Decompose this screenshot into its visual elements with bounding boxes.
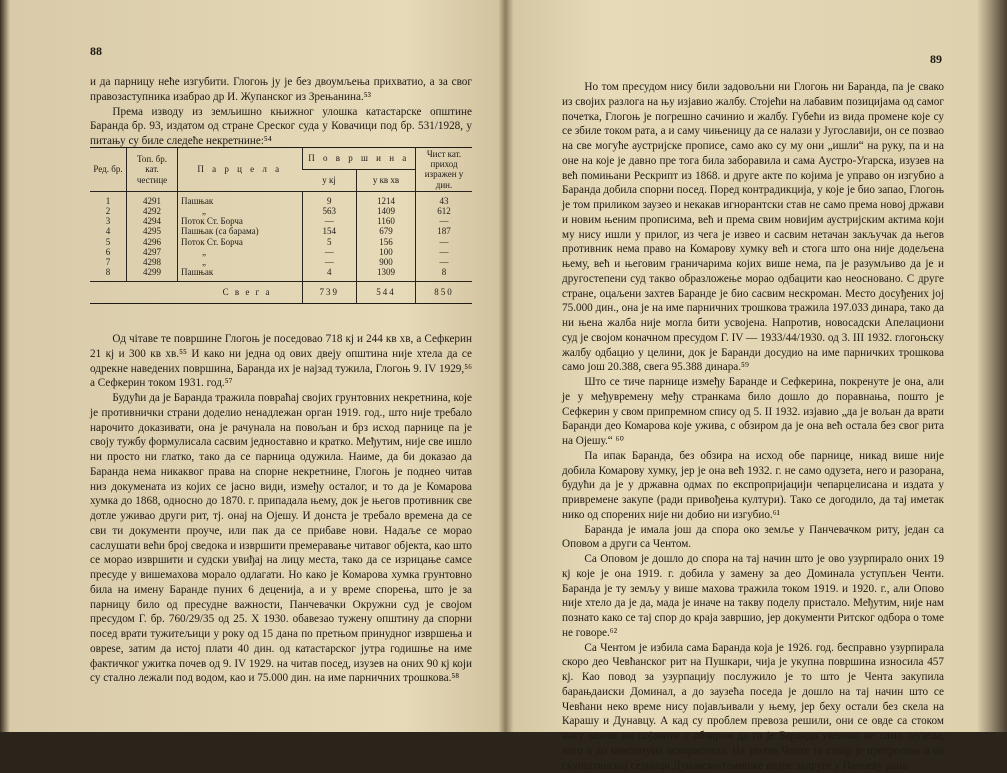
cell-kj: 4: [302, 267, 357, 282]
intro-paragraph-1: и да парницу неће изгубити. Глогоњ ју је без двоумљења прихватио, а за свог правозаступника изабрао др И. Жупанског из Зрењанина.⁵³: [90, 75, 472, 105]
table-row: [90, 216, 472, 226]
cell-top: 4295: [127, 226, 178, 236]
cell-kvhv: 1214: [357, 191, 416, 206]
header-red-br: Ред. бр.: [90, 148, 127, 192]
cell-parcela: Пашњак: [178, 191, 303, 206]
parcel-table: [90, 147, 472, 304]
total-kvhv: 544: [357, 282, 416, 303]
cell-red: 4: [90, 226, 127, 236]
table-row: [90, 267, 472, 282]
cell-kj: —: [302, 257, 357, 267]
cell-red: 2: [90, 206, 127, 216]
cell-prihod: 612: [416, 206, 473, 216]
cell-red: 5: [90, 237, 127, 247]
total-prihod: 850: [416, 282, 473, 303]
left-page: [10, 0, 500, 732]
table-row: [90, 206, 472, 216]
cell-prihod: 187: [416, 226, 473, 236]
header-u-kv-hv: у кв хв: [357, 169, 416, 191]
cell-top: 4297: [127, 247, 178, 257]
cell-kvhv: 1309: [357, 267, 416, 282]
header-cist-prihod: Чист кат. приход изражен у дин.: [416, 148, 473, 192]
cell-red: 3: [90, 216, 127, 226]
cell-parcela: Поток Ст. Борча: [178, 237, 303, 247]
right-paragraph-1: Но том пресудом нису били задовољни ни Глогоњ ни Баранда, па је свако из својих разлога на њу изјавио жалбу. Стојећи на лабавим позицијама од самог почетка, Глогоњ је погрешно сачинио и жалбу. Губећи из вида промене које су се збиле током рата, а и саму чињеницу да се налази у Југославији, он се позвао на све могуће аустријске прописе, само ако су му они „ишли“ на руку, па и на оне на које је давно пре тога била заборавила и сама Аустро-Угарска, изузев на већ помињани Рескрипт из 1868. и друге акте по којима је управо он изгубио а Баранда добила спорни посед. Поред контрадикција, у које је био запао, Глогоњ је том приликом заузео и некакав игнорантски став не само према новој држави и новим њеним прописима, већ и према свим новијим аустријским актима који му нису ишли у прилог, из чега је извео и сасвим нетачан закључак да његов противник нема право на Комарову хумку већ и стога што она није додељена њему, већ и његовим граничарима којих више нема, па је разумљиво да је и другостепени суд такво образложење морао одбацити као неосновано. С друге стране, оцаљени захтев Баранде је био сасвим нескроман. Место досуђених јој 75.000 дин., она је на име парничних трошкова тражила 197.033 динара, тако да ни њена жалба није могла бити усвојена. Напротив, новосадски Апелациони суд је својом коначном пресудом Г. IV — 1933/44/1930. од 3. III 1932. глогоњску жалбу одбацио у целини, док је Баранди досудио на име парничких трошкова само још 20.388, свега 95.388 динара.⁵⁹: [562, 80, 944, 375]
total-kj: 739: [302, 282, 357, 303]
cell-kvhv: 100: [357, 247, 416, 257]
cell-kvhv: 679: [357, 226, 416, 236]
right-paragraph-5: Са Оповом је дошло до спора на тај начин што је ово узурпирало оних 19 кј које је она 1919. г. добила у замену за део Доминала уступљен Ченти. Баранда је ту земљу у више махова тражила током 1919. и 1920. г., али Опово није хтело да је да, мада је иначе на такву поделу пристало. Међутим, није нам познато како се тај спор до краја завршио, јер документи Ритског одбора о томе не говоре.⁶²: [562, 552, 944, 641]
total-label: С в е г а: [90, 282, 302, 303]
cell-kj: 5: [302, 237, 357, 247]
right-body-text: [562, 80, 944, 773]
cell-kj: 563: [302, 206, 357, 216]
cell-top: 4298: [127, 257, 178, 267]
body-paragraph-1: Од чітаве те површине Глогоњ је поседовао 718 кј и 244 кв хв, а Сефкерин 21 кј и 300 кв хв.⁵⁵ И како ни једна од ових двеју општина није хтела да се одрекне наведених површина, Баранда их је најзад тужила, Глогоњ 9. IV 1929,⁵⁶ а Сефкерин током 1931. год.⁵⁷: [90, 332, 472, 391]
cell-parcela: „: [178, 247, 303, 257]
cell-kvhv: 156: [357, 237, 416, 247]
cell-kj: 154: [302, 226, 357, 236]
header-u-kj: у кј: [302, 169, 357, 191]
cell-kvhv: 1409: [357, 206, 416, 216]
cell-prihod: —: [416, 247, 473, 257]
cell-parcela: „: [178, 257, 303, 267]
cell-top: 4291: [127, 191, 178, 206]
cell-parcela: Поток Ст. Борча: [178, 216, 303, 226]
header-povrsina: П о в р ш и н а: [302, 148, 416, 170]
header-top-br: Топ. бр. кат. честице: [127, 148, 178, 192]
cell-red: 1: [90, 191, 127, 206]
left-page-number: 88: [90, 44, 102, 59]
right-paragraph-2: Што се тиче парнице између Баранде и Сефкерина, покренуте је она, али је у међувремену међу странкама било дошло до поравнања, пошто је Сефкерин у свом припремном спису од 5. II 1932. изјавио „да је вољан да врати Баранди део Комарова које ужива, с обзиром да је она већ остала без свог рита на Ојешу.“ ⁶⁰: [562, 375, 944, 449]
cell-top: 4299: [127, 267, 178, 282]
cell-prihod: —: [416, 237, 473, 247]
right-page-number: 89: [930, 52, 942, 67]
cell-kj: —: [302, 247, 357, 257]
table-row: [90, 226, 472, 236]
cell-parcela: „: [178, 206, 303, 216]
right-paragraph-6: Са Чентом је избила сама Баранда која је 1926. год. бесправно узурпирала скоро део Чевћанског рит на Пушкари, чија је укупна површина износила 457 кј. Као повод за узурпацију послужило је то што је Чента закупила барањдаиски Доминал, а до заузећа поседа је дошло на тај начин што се Чевћани неко време нису појављивали у њему, јер беху остали без скела на Карашу и Дунавцу. А кад су проблем превоза решили, они се овде са стоком нису могли ни појавити с обзиром да га је Баранда увелико не само заузела, него и до максимума искористила. На захтев Ченте та ствар је претресена и на скупштинској седници Дунавско-тамишке водне задруге у Панчеву дана: [562, 641, 944, 773]
header-parcela: П а р ц е л а: [178, 148, 303, 192]
cell-red: 8: [90, 267, 127, 282]
intro-paragraph-2: Према изводу из земљишно књижног улошка катастарске општине Баранда бр. 93, издатом од стране Среског суда у Ковачици под бр. 531/1928, у питању су биле следеће некретнине:⁵⁴: [90, 105, 472, 149]
cell-top: 4296: [127, 237, 178, 247]
cell-red: 7: [90, 257, 127, 267]
right-page: [512, 0, 997, 732]
cell-top: 4292: [127, 206, 178, 216]
table-row: [90, 191, 472, 206]
table-total-row: [90, 282, 472, 303]
cell-kj: 9: [302, 191, 357, 206]
cell-prihod: 43: [416, 191, 473, 206]
cell-prihod: —: [416, 257, 473, 267]
table-row: [90, 237, 472, 247]
cell-kvhv: 1160: [357, 216, 416, 226]
cell-kvhv: 900: [357, 257, 416, 267]
left-intro-text: [90, 75, 472, 149]
table-row: [90, 257, 472, 267]
table-row: [90, 247, 472, 257]
cell-prihod: —: [416, 216, 473, 226]
cell-parcela: Пашњак (са барама): [178, 226, 303, 236]
right-paragraph-3: Па ипак Баранда, без обзира на исход обе парнице, никад више није добила Комарову хумку, јер је она већ 1932. г. не само одузета, него и разорана, будући да је у државна одмах по експропријацији чепарцелисана и издата у привремене закупе (ради привођења култури). Тако се догодило, да тај иметак нико од спорених није ни добио ни изгубио.⁶¹: [562, 449, 944, 523]
right-paragraph-4: Баранда је имала још да спора око земље у Панчевачком риту, један са Оповом а други са Чентом.: [562, 523, 944, 553]
cell-parcela: Пашњак: [178, 267, 303, 282]
left-body-text: [90, 332, 472, 686]
cell-kj: —: [302, 216, 357, 226]
cell-prihod: 8: [416, 267, 473, 282]
body-paragraph-2: Будући да је Баранда тражила повраћај својих грунтовних некретнина, које је противнички страни доделио ненадлежан орган 1919. год., што није требало нарочито доказивати, она је рачунала на повољан и брз исход парнице па је своју тужбу формулисала сасвим једноставно и кратко. Међутим, није све ишло ни просто ни глатко, тако да се парница одужила. Наиме, да би доказао да Баранда нема никаквог права на спорне некретнине, Глогоњ је поднео читав низ докумената из којих се јасно види, између осталог, и то да је Комарова хумка до 1868, односно до 1870. г. припадала њему, док је његов противник све дотле уживао други рит, тј. онај на Ојешу. И донста је требало времена да се сви ти документи проуче, или пак да се прибаве нови. Надаље се морао саслушати већи број сведока и извршити премеравање читавог објекта, као што се морао извршити и судски увиђај на лицу места, тако да се изрицање самсе пресуде у вишемахова морало одлагати. Но како је Комарова хумка грунтовно била на имену Баранде пуних 6 деценија, а и у време спорења, што је за парницу било од пресудне важности, Панчевачки Окружни суд је својом пресудом Г. бр. 760/29/35 од 25. X 1930. обавезао тужену општину да спорни посед врати тужитељици у року од 15 дана по претњом принудног извршења и овреѕе, затим да истој плати 40 дин. од катастарског јутра годишње на име фактичког ужитка почев од 9. IV 1929. на читав посед, изузев на оних 90 кј који су стално лежали под водом, као и 75.000 дин. на име парничних трошкова.⁵⁸: [90, 391, 472, 686]
cell-top: 4294: [127, 216, 178, 226]
cell-red: 6: [90, 247, 127, 257]
